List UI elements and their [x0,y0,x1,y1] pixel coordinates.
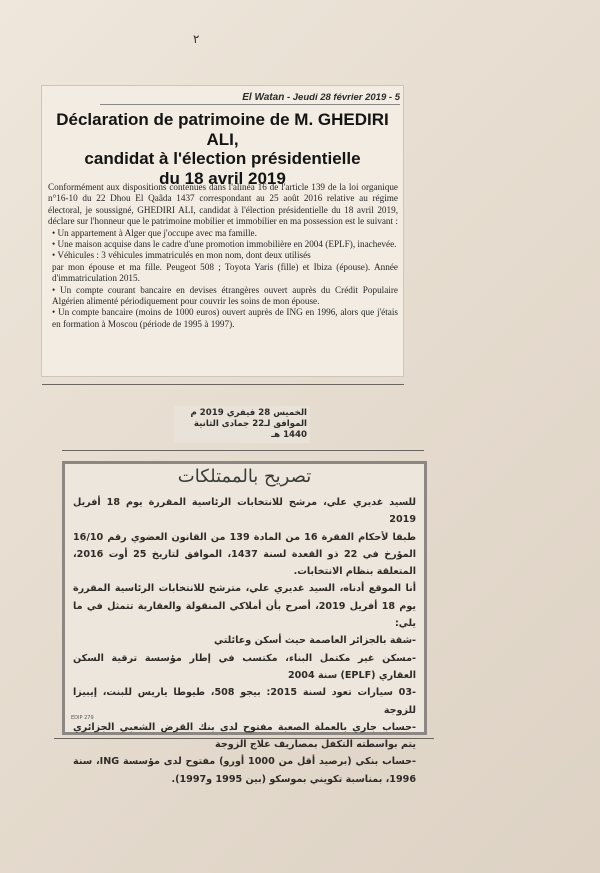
gregorian-date: الخميس 28 فيفري 2019 م [190,408,307,418]
arabic-asset-item: -حساب جاري بالعملة الصعبة مفتوح لدى بنك القرض الشعبي الجزائري يتم بواسطته التكفل بمصاريف علاج الزوجة [73,721,416,751]
arabic-article-title: تصريح بالممتلكات [177,466,312,487]
arabic-newspaper-clipping [62,461,427,785]
page-number: 5 [394,92,400,103]
asset-item: • Véhicules : 3 véhicules immatriculés en mon nom, dont deux utilisés [52,250,311,261]
arabic-asset-item: -حساب بنكي (برصيد أقل من 1000 أورو) مفتوح لدى مؤسسة ING، سنة 1996، بمناسبة تكويني بموسكو (بين 1995 و1997). [73,756,417,785]
title-line: candidat à l'élection présidentielle [84,149,361,168]
handwritten-page-mark: ٢ [193,32,200,46]
arabic-asset-item: -03 سيارات تعود لسنة 2015: بيجو 508، طيوطا ياريس للبنت، إيبيزا للزوجة [73,687,417,716]
arabic-asset-item: -مسكن غير مكتمل البناء، مكتسب في إطار مؤسسة ترقية السكن العقاري (EPLF) سنة 2004 [73,652,416,681]
newspaper-header: El Watan - Jeudi 28 février 2019 - 5 [100,92,400,105]
arabic-date-strip [174,406,310,443]
print-code: EDIP 279 [71,715,94,721]
arabic-paragraph: طبقا لأحكام الفقرة 16 من المادة 139 من القانون العضوي رقم 16/10 المؤرخ في 22 ذو القعدة لسنة 1437، الموافق لتاريخ 25 أوت 2016، المتعلقة بنظام الانتخابات. [73,531,417,578]
article-intro: Conformément aux dispositions contenues dans l'alinéa 16 de l'article 139 de la loi organique n°16-10 du 22 Dhou El Qaâda 1437 correspondant au 25 août 2016 relative au régime électoral, je soussigné, GHEDIRI ALI, candidat à l'élection présidentielle du 18 avril 2019, déclare sur l'honneur que le patrimoine mobilier et immobilier en ma possession est le suivant : [48,182,398,227]
arabic-paragraph: للسيد غديري علي، مرشح للانتخابات الرئاسية المقررة يوم 18 أفريل 2019 [73,497,416,526]
divider-line [62,450,424,451]
title-line: du 18 avril 2019 [159,168,286,188]
article-title [48,110,397,188]
title-line: Déclaration de patrimoine de M. GHEDIRI ALI, [56,110,389,149]
divider-line [54,738,434,739]
french-newspaper-clipping [42,86,403,376]
asset-item-continuation: par mon épouse et ma fille. Peugeot 508 ; Toyota Yaris (fille) et Ibiza (épouse). Année d'immatriculation 2015. [52,261,398,284]
asset-item: • Un compte bancaire (moins de 1000 euros) ouvert auprès de ING en 1996, alors que j'étais en formation à Moscou (période de 1995 à 1997). [52,307,398,329]
asset-item: • Un appartement à Alger que j'occupe avec ma famille. [52,227,257,238]
divider-line [42,384,404,385]
hijri-date: الموافق لـ22 جمادى الثانية 1440 هـ [193,419,307,440]
arabic-article-body [73,494,416,788]
arabic-paragraph: أنا الموقع أدناه، السيد غديري علي، مترشح للانتخابات الرئاسية المقررة يوم 18 أفريل 2019، أصرح بأن أملاكي المنقولة والعقارية تتمثل في ما يلي: [73,583,416,630]
issue-date: Jeudi 28 février 2019 [292,92,387,103]
asset-item: • Une maison acquise dans le cadre d'une promotion immobilière en 2004 (EPLF), inachevée. [52,239,397,250]
arabic-asset-item: -شقة بالجزائر العاصمة حيث أسكن وعائلتي [214,635,416,647]
publication-name: El Watan [242,92,285,103]
asset-item: • Un compte courant bancaire en devises étrangères ouvert auprès du Crédit Populaire Algérien alimenté périodiquement pour couvrir les soins de mon épouse. [52,284,398,307]
article-body [48,182,398,330]
